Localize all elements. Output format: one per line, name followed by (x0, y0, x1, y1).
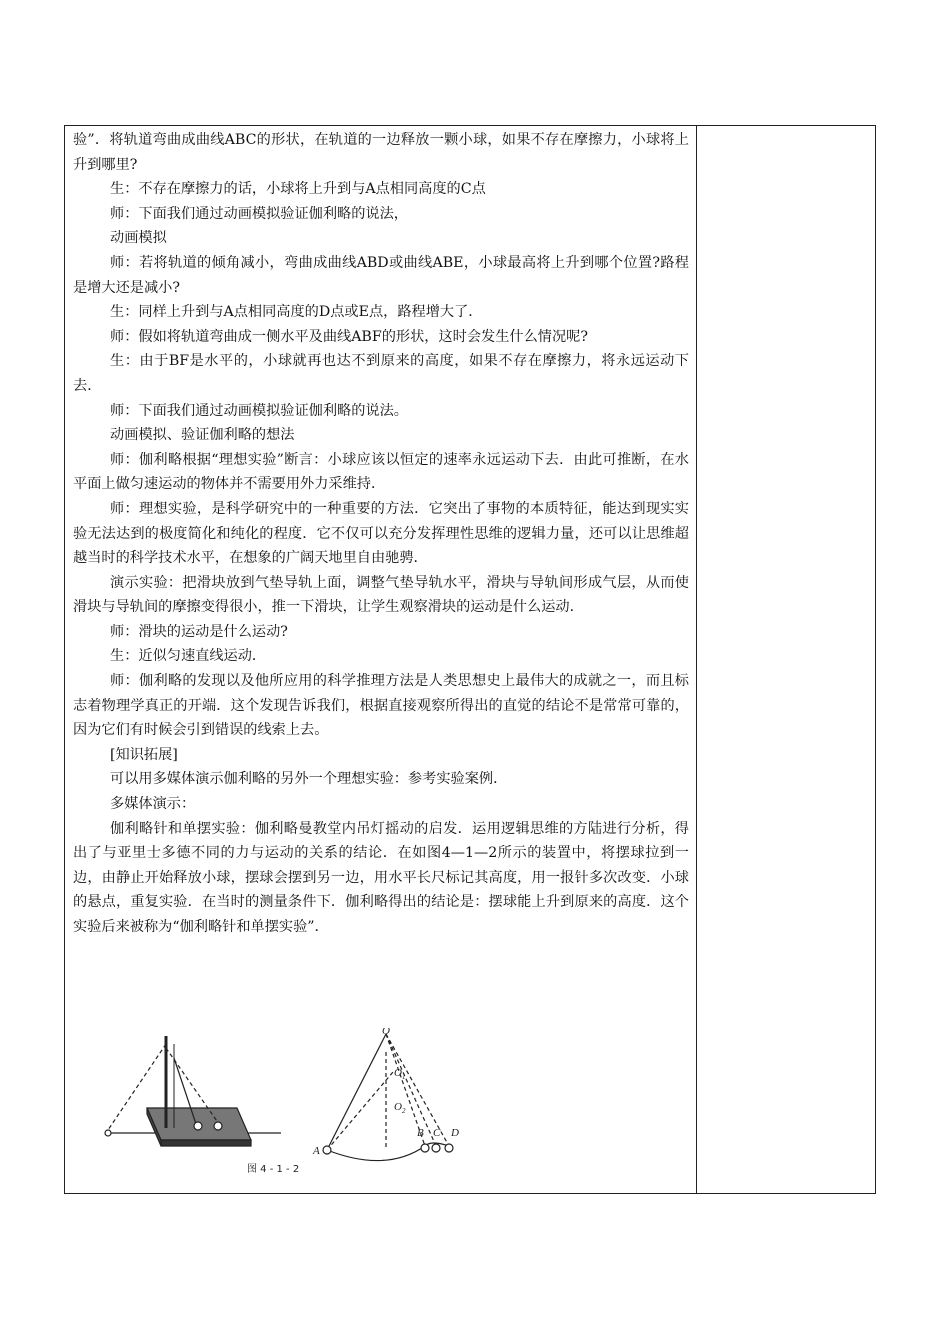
pin-board-apparatus (105, 1036, 281, 1146)
column-divider (696, 126, 697, 1193)
paragraph: 师：若将轨道的倾角减小，弯曲成曲线ABD或曲线ABE，小球最高将上升到哪个位置?路程是增大还是减小? (73, 254, 689, 296)
paragraph: 师：伽利略根据“理想实验”断言：小球应该以恒定的速率永远运动下去．由此可推断，在水平面上做匀速运动的物体并不需要用外力采维持． (73, 451, 689, 493)
paragraph: 动画模拟、验证伽利略的想法 (110, 427, 295, 444)
figure-caption: 图 4 - 1 - 2 (247, 1164, 300, 1175)
label-d: D (451, 1127, 459, 1139)
paragraph: 师：下面我们通过动画模拟验证伽利略的说法， (110, 205, 408, 222)
paragraph: 验”．将轨道弯曲成曲线ABC的形状，在轨道的一边释放一颗小球，如果不存在摩擦力，小球将上升到哪里? (73, 132, 689, 173)
label-c: C (433, 1127, 441, 1139)
paragraph: 师：下面我们通过动画模拟验证伽利略的说法。 (110, 402, 408, 419)
label-a: A (313, 1145, 320, 1157)
label-b: B (417, 1127, 424, 1139)
paragraph: 师：滑块的运动是什么运动? (110, 623, 288, 640)
paragraph: 生：由于BF是水平的，小球就再也达不到原来的高度，如果不存在摩擦力，将永远运动下去． (73, 353, 689, 394)
paragraph: 师：假如将轨道弯曲成一侧水平及曲线ABF的形状，这时会发生什么情况呢? (110, 328, 588, 345)
lesson-table (64, 125, 876, 1194)
paragraph: 生：不存在摩擦力的话，小球将上升到与A点相同高度的C点 (110, 181, 486, 198)
paragraph: 师：伽利略的发现以及他所应用的科学推理方法是人类思想史上最伟大的成就之一，而且标志着物理学真正的开端．这个发现告诉我们，根据直接观察所得出的直觉的结论不是常常可靠的，因为它们有时候会引到错误的线索上去。 (73, 673, 689, 739)
pendulum-diagram (323, 1034, 453, 1161)
paragraph: 动画模拟 (110, 230, 167, 247)
paragraph: 演示实验：把滑块放到气垫导轨上面，调整气垫导轨水平，滑块与导轨间形成气层，从而使滑块与导轨间的摩擦变得很小，推一下滑块，让学生观察滑块的运动是什么运动． (73, 574, 689, 616)
paragraph: 生：近似匀速直线运动． (110, 648, 267, 665)
paragraph: 师：理想实验，是科学研究中的一种重要的方法．它突出了事物的本质特征，能达到现实实验无法达到的极度简化和纯化的程度．它不仅可以充分发挥理性思维的逻辑力量，还可以让思维超越当时的科学技术水平，在想象的广阔天地里自由驰骋． (73, 500, 689, 567)
label-o2: $O_2$ (394, 1101, 406, 1115)
pendulum-figure (101, 1028, 481, 1178)
paragraph: [知识拓展] (110, 746, 178, 763)
label-o: O (382, 1028, 390, 1037)
paragraph: 伽利略针和单摆实验：伽利略曼教堂内吊灯摇动的启发．运用逻辑思维的方陆进行分析，得出了与亚里士多德不同的力与运动的关系的结论．在如图4—1—2所示的装置中，将摆球拉到一边，由静止开始释放小球，摆球会摆到另一边，用水平长尺标记其高度，用一报针多次改变．小球的悬点，重复实验．在当时的测量条件下．伽利略得出的结论是：摆球能上升到原来的高度．这个实验后来被称为“伽利略针和单摆实验”． (73, 820, 689, 935)
label-o1: $O_1$ (394, 1067, 406, 1081)
paragraph: 可以用多媒体演示伽利略的另外一个理想实验：参考实验案例． (110, 771, 508, 788)
paragraph: 生：同样上升到与A点相同高度的D点或E点，路程增大了． (110, 304, 483, 321)
lesson-body (73, 128, 689, 940)
paragraph: 多媒体演示： (110, 796, 196, 813)
